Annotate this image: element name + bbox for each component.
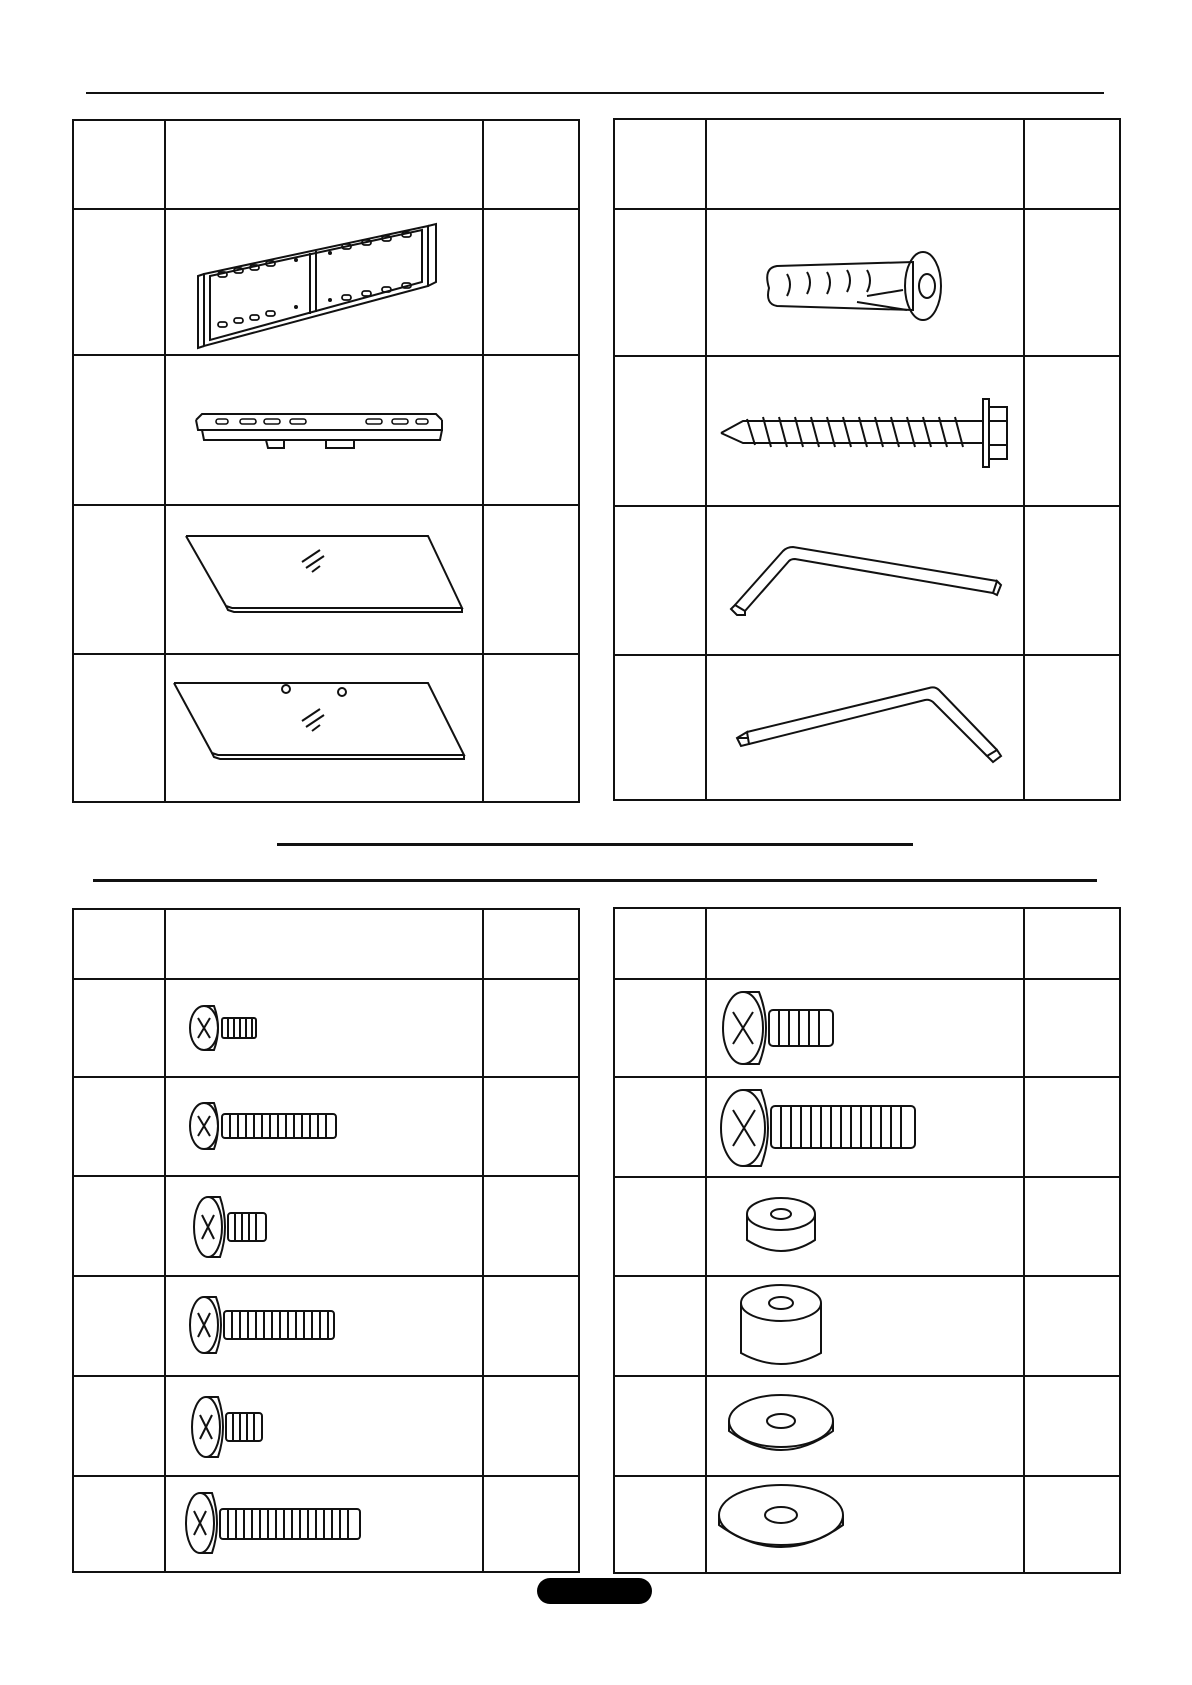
part-qty-cell [1024, 655, 1120, 800]
part-image-cell [165, 209, 483, 355]
part-id-cell [614, 1276, 706, 1376]
screw-icon [166, 1177, 484, 1275]
header-qty-cell [483, 120, 579, 209]
part-image-cell [165, 355, 483, 505]
part-id-cell [614, 1177, 706, 1276]
part-image-cell [706, 1476, 1024, 1573]
part-image-cell [165, 1276, 483, 1376]
washer-icon [707, 1377, 1025, 1475]
part-id-cell [73, 209, 165, 355]
part-image-cell [165, 1376, 483, 1476]
glass-shelf-with-screws-icon [166, 655, 484, 801]
header-qty-cell [1024, 908, 1120, 979]
screw-icon [707, 1078, 1025, 1176]
part-qty-cell [483, 355, 579, 505]
screwdriver-key-icon [707, 656, 1025, 799]
part-id-cell [614, 1376, 706, 1476]
part-image-cell [706, 1376, 1024, 1476]
part-id-cell [614, 1077, 706, 1177]
part-image-cell [165, 979, 483, 1077]
screw-icon [166, 1078, 484, 1175]
part-qty-cell [1024, 979, 1120, 1077]
hardware-table-bottom-right [613, 907, 1121, 1574]
screw-icon [166, 1377, 484, 1475]
part-image-cell [706, 979, 1024, 1077]
header-qty-cell [1024, 119, 1120, 209]
wall-anchor-icon [707, 210, 1025, 355]
page-number-badge [537, 1578, 652, 1604]
part-image-cell [706, 506, 1024, 655]
part-image-cell [706, 209, 1024, 356]
part-id-cell [73, 654, 165, 802]
glass-shelf-icon [166, 506, 484, 653]
header-name-cell [165, 120, 483, 209]
part-qty-cell [483, 1476, 579, 1572]
screw-icon [166, 1477, 484, 1571]
part-image-cell [706, 1077, 1024, 1177]
part-image-cell [706, 1276, 1024, 1376]
part-qty-cell [1024, 1077, 1120, 1177]
header-qty-cell [483, 909, 579, 979]
part-image-cell [165, 1176, 483, 1276]
part-id-cell [73, 1276, 165, 1376]
part-qty-cell [1024, 1376, 1120, 1476]
hardware-title-rule [93, 879, 1097, 882]
part-id-cell [614, 979, 706, 1077]
part-image-cell [165, 654, 483, 802]
part-qty-cell [1024, 1276, 1120, 1376]
part-image-cell [706, 356, 1024, 506]
middle-title-rule [277, 843, 913, 846]
top-title-rule [86, 92, 1104, 94]
washer-icon [707, 1477, 1025, 1572]
part-id-cell [614, 1476, 706, 1573]
screw-icon [166, 1277, 484, 1375]
hardware-table-bottom-left [72, 908, 580, 1573]
lag-bolt-icon [707, 357, 1025, 505]
parts-table-top-left [72, 119, 580, 803]
part-qty-cell [1024, 1177, 1120, 1276]
part-id-cell [614, 506, 706, 655]
header-id-cell [614, 908, 706, 979]
part-qty-cell [1024, 209, 1120, 356]
part-qty-cell [483, 654, 579, 802]
spacer-icon [707, 1277, 1025, 1375]
part-qty-cell [483, 1077, 579, 1176]
header-id-cell [614, 119, 706, 209]
part-id-cell [614, 209, 706, 356]
part-id-cell [73, 1176, 165, 1276]
part-qty-cell [483, 979, 579, 1077]
wall-plate-icon [166, 210, 484, 354]
part-id-cell [614, 356, 706, 506]
part-id-cell [73, 1476, 165, 1572]
part-id-cell [73, 505, 165, 654]
part-id-cell [73, 1376, 165, 1476]
part-id-cell [73, 979, 165, 1077]
screw-icon [166, 980, 484, 1076]
part-image-cell [706, 655, 1024, 800]
allen-key-icon [707, 507, 1025, 654]
part-id-cell [614, 655, 706, 800]
part-qty-cell [483, 209, 579, 355]
header-name-cell [706, 119, 1024, 209]
header-name-cell [165, 909, 483, 979]
part-image-cell [165, 1077, 483, 1176]
part-qty-cell [1024, 506, 1120, 655]
part-qty-cell [483, 1176, 579, 1276]
header-id-cell [73, 120, 165, 209]
part-qty-cell [483, 1376, 579, 1476]
header-name-cell [706, 908, 1024, 979]
header-id-cell [73, 909, 165, 979]
screw-icon [707, 980, 1025, 1076]
part-qty-cell [483, 1276, 579, 1376]
part-qty-cell [483, 505, 579, 654]
part-qty-cell [1024, 1476, 1120, 1573]
part-image-cell [165, 505, 483, 654]
part-image-cell [706, 1177, 1024, 1276]
part-id-cell [73, 355, 165, 505]
part-qty-cell [1024, 356, 1120, 506]
parts-table-top-right [613, 118, 1121, 801]
part-image-cell [165, 1476, 483, 1572]
bracket-rail-icon [166, 356, 484, 504]
spacer-icon [707, 1178, 1025, 1275]
part-id-cell [73, 1077, 165, 1176]
